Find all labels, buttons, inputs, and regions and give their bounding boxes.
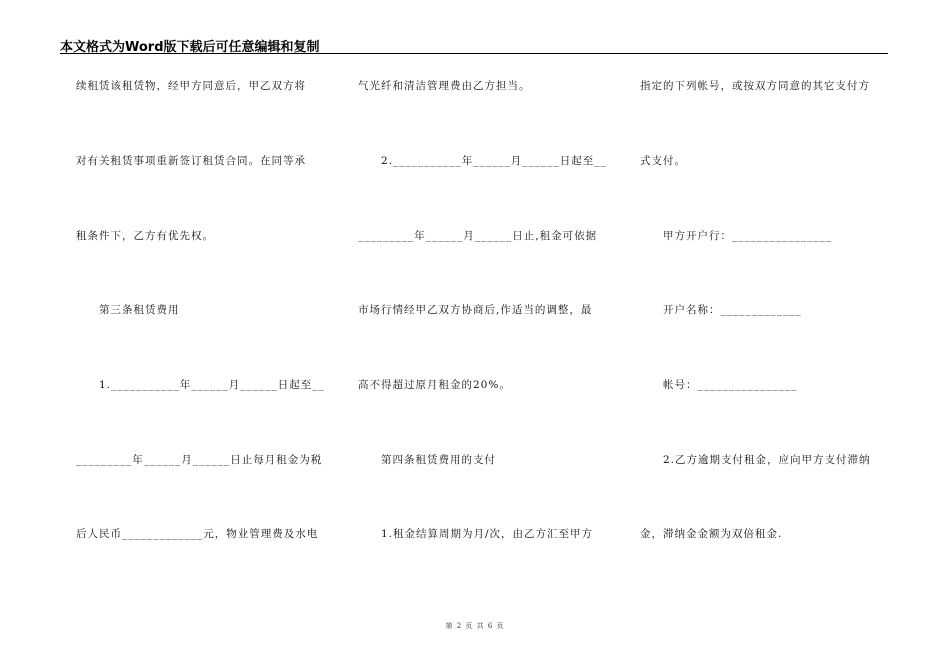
text-line: 金，滞纳金金额为双倍租金. bbox=[640, 528, 783, 540]
text-line: 气光纤和清洁管理费由乙方担当。 bbox=[358, 80, 531, 92]
text-line: 开户名称：_____________ bbox=[640, 304, 802, 316]
text-line: 式支付。 bbox=[640, 155, 686, 167]
text-line: 2.乙方逾期支付租金，应向甲方支付滞纳 bbox=[640, 454, 871, 466]
text-line: _________年______月______日止每月租金为税 bbox=[76, 454, 323, 466]
text-line: 租条件下，乙方有优先权。 bbox=[76, 230, 214, 242]
text-line: 指定的下列帐号，或按双方同意的其它支付方 bbox=[640, 80, 870, 92]
page-number: 第 2 页 共 6 页 bbox=[445, 622, 505, 630]
text-line: 1.租金结算周期为月/次，由乙方汇至甲方 bbox=[358, 528, 594, 540]
header-divider bbox=[60, 53, 888, 54]
text-line: 高不得超过原月租金的20%。 bbox=[358, 379, 511, 391]
text-line: 续租赁该租赁物，经甲方同意后，甲乙双方将 bbox=[76, 80, 306, 92]
text-line: 甲方开户行：________________ bbox=[640, 230, 832, 242]
section-heading: 第三条租赁费用 bbox=[76, 304, 180, 316]
text-line: _________年______月______日止,租金可依据 bbox=[358, 230, 598, 242]
text-line: 1.___________年______月______日起至__ bbox=[76, 379, 325, 391]
text-line: 对有关租赁事项重新签订租赁合同。在同等承 bbox=[76, 155, 306, 167]
text-line: 帐号：________________ bbox=[640, 379, 798, 391]
section-heading: 第四条租赁费用的支付 bbox=[358, 454, 496, 466]
text-line: 2.___________年______月______日起至__ bbox=[358, 155, 607, 167]
text-line: 市场行情经甲乙双方协商后,作适当的调整，最 bbox=[358, 304, 593, 316]
text-line: 后人民币_____________元，物业管理费及水电 bbox=[76, 528, 319, 540]
page-header-title: 本文格式为Word版下载后可任意编辑和复制 bbox=[60, 40, 320, 55]
